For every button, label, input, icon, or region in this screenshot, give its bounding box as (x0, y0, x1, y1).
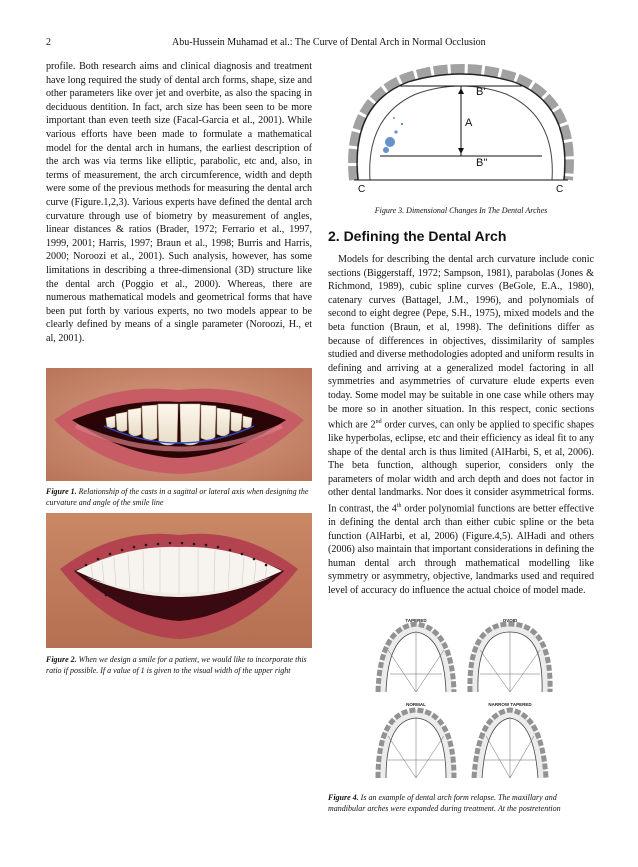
label-c-left: C (358, 184, 366, 194)
figure-4-caption (328, 792, 594, 814)
figure-4-caption-text: Is an example of dental arch form relapse. The maxillary and mandibular arches were expanded during treatment. At the postretention (328, 793, 561, 813)
label-b-double-prime: B'' (476, 157, 488, 169)
label-normal: NORMAL (406, 702, 426, 707)
figure-4-label: Figure 4. (328, 793, 359, 802)
label-tapered: TAPERED (405, 618, 427, 623)
section-paragraph-part-2: order curves, can only be applied to specific shapes like hyperbolas, eclipse, etc and their efficiency as ideal fit to any shape of the dental arch is thus limited (AlHarbi, S, et al, 2006). The beta function, although superior, considers only the parameters of molar width and arch depth and does not factor in other dental landmarks. Nor does it consider asymmetrical forms. In contrast, the 4 (328, 419, 594, 515)
figure-3-caption: Figure 3. Dimensional Changes In The Dental Arches (374, 206, 548, 215)
dental-arch-diagram (336, 62, 586, 194)
figure-2-label: Figure 2. (46, 655, 77, 664)
section-paragraph-part-3: order polynomial functions are better effective in defining the dental arch than either cubic spline or the beta function (AlHarbi, et al, 2006) (Figure.4,5). AlHadi and others (2006) also maintain that important considerations in defining the human dental arch through mathematical modelling like symmetry or asymmetry, objective, landmarks used and required level of accuracy do influence the actual choice of model made. (328, 503, 594, 596)
arch-forms-diagram (370, 614, 556, 782)
figure-4-image (370, 614, 556, 782)
label-a: A (465, 117, 473, 129)
figure-1-caption-text: Relationship of the casts in a sagittal or lateral axis when designing the curvature and angle of the smile line (46, 487, 309, 507)
left-paragraph: profile. Both research aims and clinical diagnosis and treatment have long required the study of dental arch forms, shape, size and other parameters like over jet and overbite, as also the spacing in deciduous dentition. In fact, arch size has been seen to be more important than even teeth size (Facal-Garcia et al., 2001). While various efforts have been made to formulate a mathematical model for the dental arch in humans, the earliest description of the arch was via terms like elliptic, parabolic, etc and, also, in terms of measurement, the arch circumference, width and depth were some of the previous methods for measuring the dental arch curve (Figure.1,2,3). Various experts have defined the dental arch curvature through use of biometry by measurement of angles, linear distances & ratios (Brader, 1972; Ferrario et al., 1997, 1999, 2001; Harris, 1997; Braun et al., 1998; Burris and Harris, 2000; Noroozi et al., 2001). Such analysis, however, has some limitations in describing a three-dimensional (3D) structure like the dental arch (Poggio et al., 2000). Whereas, there are numerous mathematical models and geometrical forms that have been put forth by various experts, no two models appear to be clearly defined by means of a single parameter (Noroozi, H., et al, 2001). (46, 61, 312, 344)
smile-photo-1 (46, 368, 312, 481)
label-narrow-tapered: NARROW TAPERED (488, 702, 532, 707)
figure-1-image (46, 368, 312, 481)
figure-2-image (46, 513, 312, 648)
page-header (46, 37, 596, 51)
superscript-th: th (396, 503, 402, 510)
page-number: 2 (46, 37, 51, 48)
label-b-prime: B' (476, 86, 486, 98)
figure-3-image (336, 62, 586, 194)
running-title: Abu-Hussein Muhamad et al.: The Curve of Dental Arch in Normal Occlusion (172, 37, 486, 48)
figure-1-caption (46, 486, 312, 508)
figure-1-label: Figure 1. (46, 487, 77, 496)
figure-2-caption (46, 654, 312, 676)
right-column (328, 253, 594, 598)
smile-photo-2 (46, 513, 312, 648)
label-c-right: C (556, 184, 564, 194)
section-paragraph-part-1: Models for describing the dental arch curvature include conic sections (Biggerstaff, 1972; Sampson, 1981), parabolas (Jones & Richmond, 1989), cubic spline curves (BeGole, E.A., 1980), catenary curves (Battagel, J.M., 1996), and polynomials of second to eight degree (Pepe, S.H., 1975), mixed models and the beta function (Braun, et al, 1998). The definitions differ as because of differences in objectives, dissimilarity of samples studied and diverse methodologies adopted and uniform results in defining and arriving at a generalized model factoring in all symmetries and asymmetries of curvature elude experts even today. Some model may be suitable in one case while others may be more so in another situation. In this respect, conic sections which are 2 (328, 254, 594, 431)
label-ovoid: OVOID (502, 618, 518, 623)
superscript-nd: nd (375, 419, 382, 426)
section-heading: 2. Defining the Dental Arch (328, 228, 507, 244)
figure-2-caption-text: When we design a smile for a patient, we would like to incorporate this ratio if possible. If a value of 1 is given to the visual width of the upper right (46, 655, 307, 675)
section-paragraph (328, 253, 594, 598)
left-column (46, 60, 312, 345)
